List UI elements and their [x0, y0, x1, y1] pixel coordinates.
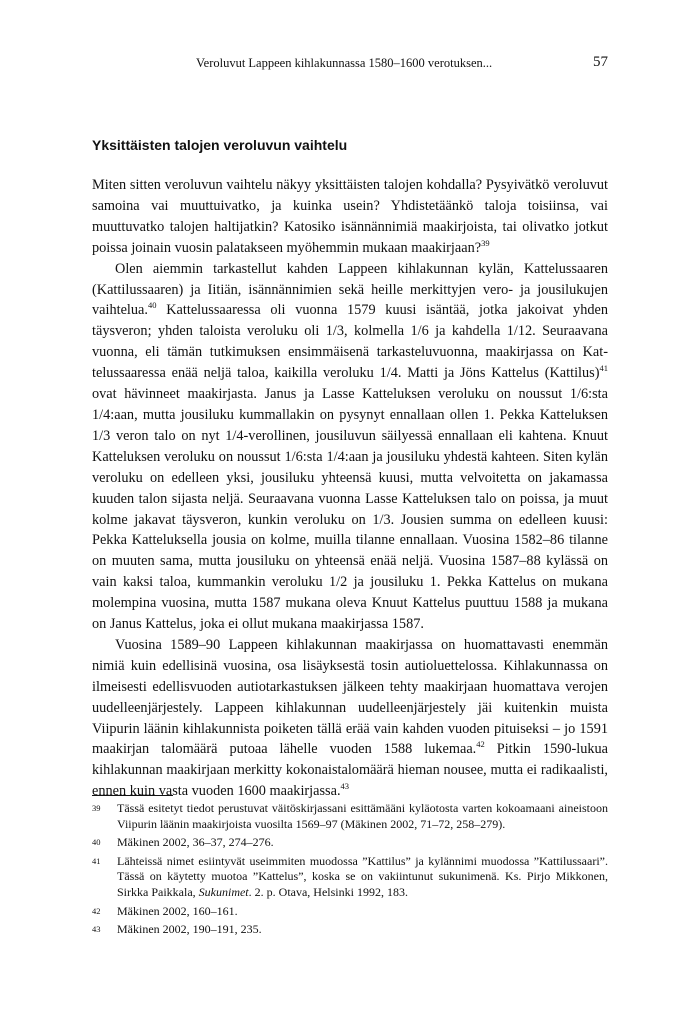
book-title: Sukunimet — [198, 884, 249, 899]
footnote-39 — [92, 801, 608, 832]
footnote-number: 41 — [92, 855, 101, 866]
running-title: Veroluvut Lappeen kihlakunnassa 1580–1600 verotuksen... — [196, 56, 493, 70]
footnote-text-a: Lähteissä nimet esiintyvät useimmiten muodossa ”Kattilus” ja kylännimi muodossa ”Kattilussaari”. Tässä on käytetty muotoa ”Kattelus”, koska se on vakiintunut sukunimenä. Ks. Pirjo Mikkonen, Sirkka Paikkala, — [117, 853, 608, 899]
footnote-number: 42 — [92, 905, 101, 916]
footnote-number: 43 — [92, 924, 101, 935]
paragraph-2-text-b: Kattelussaaressa oli vuonna 1579 kuusi isäntää, jotka jakoivat yhden täysveron; yhden taloista veroluku oli 1/3, kolmella 1/6 ja kahdella 1/12. Seuraavana vuonna, eli tämän tutkimuksen ensimmäisenä tarkasteluvuonna, maakirjassa on Kattelussaaressa enää neljä taloa, kaikilla veroluku 1/4. Matti ja Jöns Kattelus (Kattilus) — [92, 302, 608, 382]
footnote-text: Tässä esitetyt tiedot perustuvat väitöskirjassani esittämääni kyläotosta varten kokoamaani aineistoon Viipurin läänin maakirjoista vuosilta 1569–97 (Mäkinen 2002, 71–72, 258–279). — [117, 801, 608, 831]
section-heading: Yksittäisten talojen veroluvun vaihtelu — [92, 137, 348, 153]
paragraph-1-text: Miten sitten veroluvun vaihtelu näkyy yksittäisten talojen kohdalla? Pysyivätkö veroluvut samoina vai muuttuivatko, ja kuinka usein? Yhdistetäänkö taloja toisiinsa, vai muuttuvatko talojen haltijatkin? Katosiko isännännimiä maakirjoista, tai olivatko jotkut poissa joinain vuosin palatakseen myöhemmin mukaan maakirjaan? — [92, 177, 608, 256]
footnote-text: Mäkinen 2002, 160–161. — [117, 903, 238, 918]
footnote-40 — [92, 835, 608, 851]
footnote-43 — [92, 922, 608, 938]
footnote-text — [117, 854, 608, 901]
paragraph-1 — [92, 175, 608, 259]
footnote-text: Mäkinen 2002, 36–37, 274–276. — [117, 835, 274, 850]
footnote-number: 40 — [92, 837, 101, 848]
paragraph-2-text-c: ovat hävinneet maakirjasta. Janus ja Lasse Katteluksen veroluku on noussut 1/6:sta 1/4:aan, mutta jousiluku kummallakin on pysynyt ennallaan ollen 1. Pekka Katteluksen 1/3 veron talo on nyt 1/4-verollinen, jousiluvun säilyessä ennallaan eli kahtena. Knuut Katteluksen veroluku on noussut 1/6:sta 1/4:aan ja jousiluku yhdestä kahteen. Siten kylän veroluku on edelleen yksi, jousiluku yhteensä kuusi, mutta velvoitetta on jakamassa kuuden talon sijasta neljä. Seuraavana vuonna Lasse Katteluksen talo on poissa, ja muut kolme jakavat täysveron, kunkin veroluku on 1/3. Jousien summa on edelleen kuusi: Pekka Katteluksella jousia on kolme, muilla tilanne ennallaan. Vuosina 1582–86 tilanne on muuten sama, mutta jousiluku on yhteensä enää neljä. Vuosina 1587–88 kylässä on vain kaksi taloa, kummankin veroluku 1/2 ja jousiluku 1. Pekka Kattelus on mukana molempina vuosina, mutta 1587 mukana oleva Knuut Kattelus puuttuu 1588 ja mukana on Janus Kattelus, joka ei ollut mukana maakirjassa 1587. — [92, 386, 608, 633]
footnote-ref: 39 — [481, 237, 490, 248]
page-number: 57 — [593, 54, 608, 70]
paragraph-3-text-a: Vuosina 1589–90 Lappeen kihlakunnan maakirjassa on huomattavasti enemmän nimiä kuin edellisinä vuosina, osa lisäyksestä tosin autioluettelossa. Kihlakunnassa on ilmeisesti edellisvuoden autiotarkastuksen jälkeen tehty maakirjaan huomattava verojen uudelleenjärjestely. Lappeen kihlakunnan uudelleenjärjestely jäi kuitenkin muista Viipurin läänin kihlakunnista poiketen tällä erää vain kahden vuoden pituiseksi – jo 1591 maakirjan talomäärä putoaa lähelle vuoden 1588 lukemaa. — [92, 636, 608, 758]
footnote-ref: 41 — [599, 363, 608, 374]
footnote-divider — [92, 795, 173, 796]
footnote-number: 39 — [92, 803, 101, 813]
footnote-41 — [92, 854, 608, 901]
paragraph-3 — [92, 635, 608, 802]
paragraph-2-text-a: Olen aiemmin tarkastellut kahden Lappeen kihlakunnan kylän, Kattelussaaren (Kattilussaaren) ja Iitiän, isännännimien sekä heille merkittyjen vero- ja jousilukujen vaihtelua. — [92, 260, 608, 319]
footnote-42 — [92, 904, 608, 920]
paragraph-2 — [92, 259, 608, 635]
footnote-text: Mäkinen 2002, 190–191, 235. — [117, 922, 262, 937]
footnote-ref: 40 — [147, 300, 157, 311]
footnote-ref: 42 — [476, 739, 485, 750]
footnote-ref: 43 — [340, 781, 350, 792]
footnote-text-b: . 2. p. Otava, Helsinki 1992, 183. — [248, 884, 408, 899]
footnotes — [92, 801, 608, 941]
body-text — [92, 175, 608, 802]
paragraph-3-text-b: Pitkin 1590-lukua kihlakunnan maakirjaan merkitty kokonaistalomäärä hieman nousee, mutta ei radikaalisti, ennen kuin vasta vuoden 1600 maakirjassa. — [92, 741, 608, 800]
